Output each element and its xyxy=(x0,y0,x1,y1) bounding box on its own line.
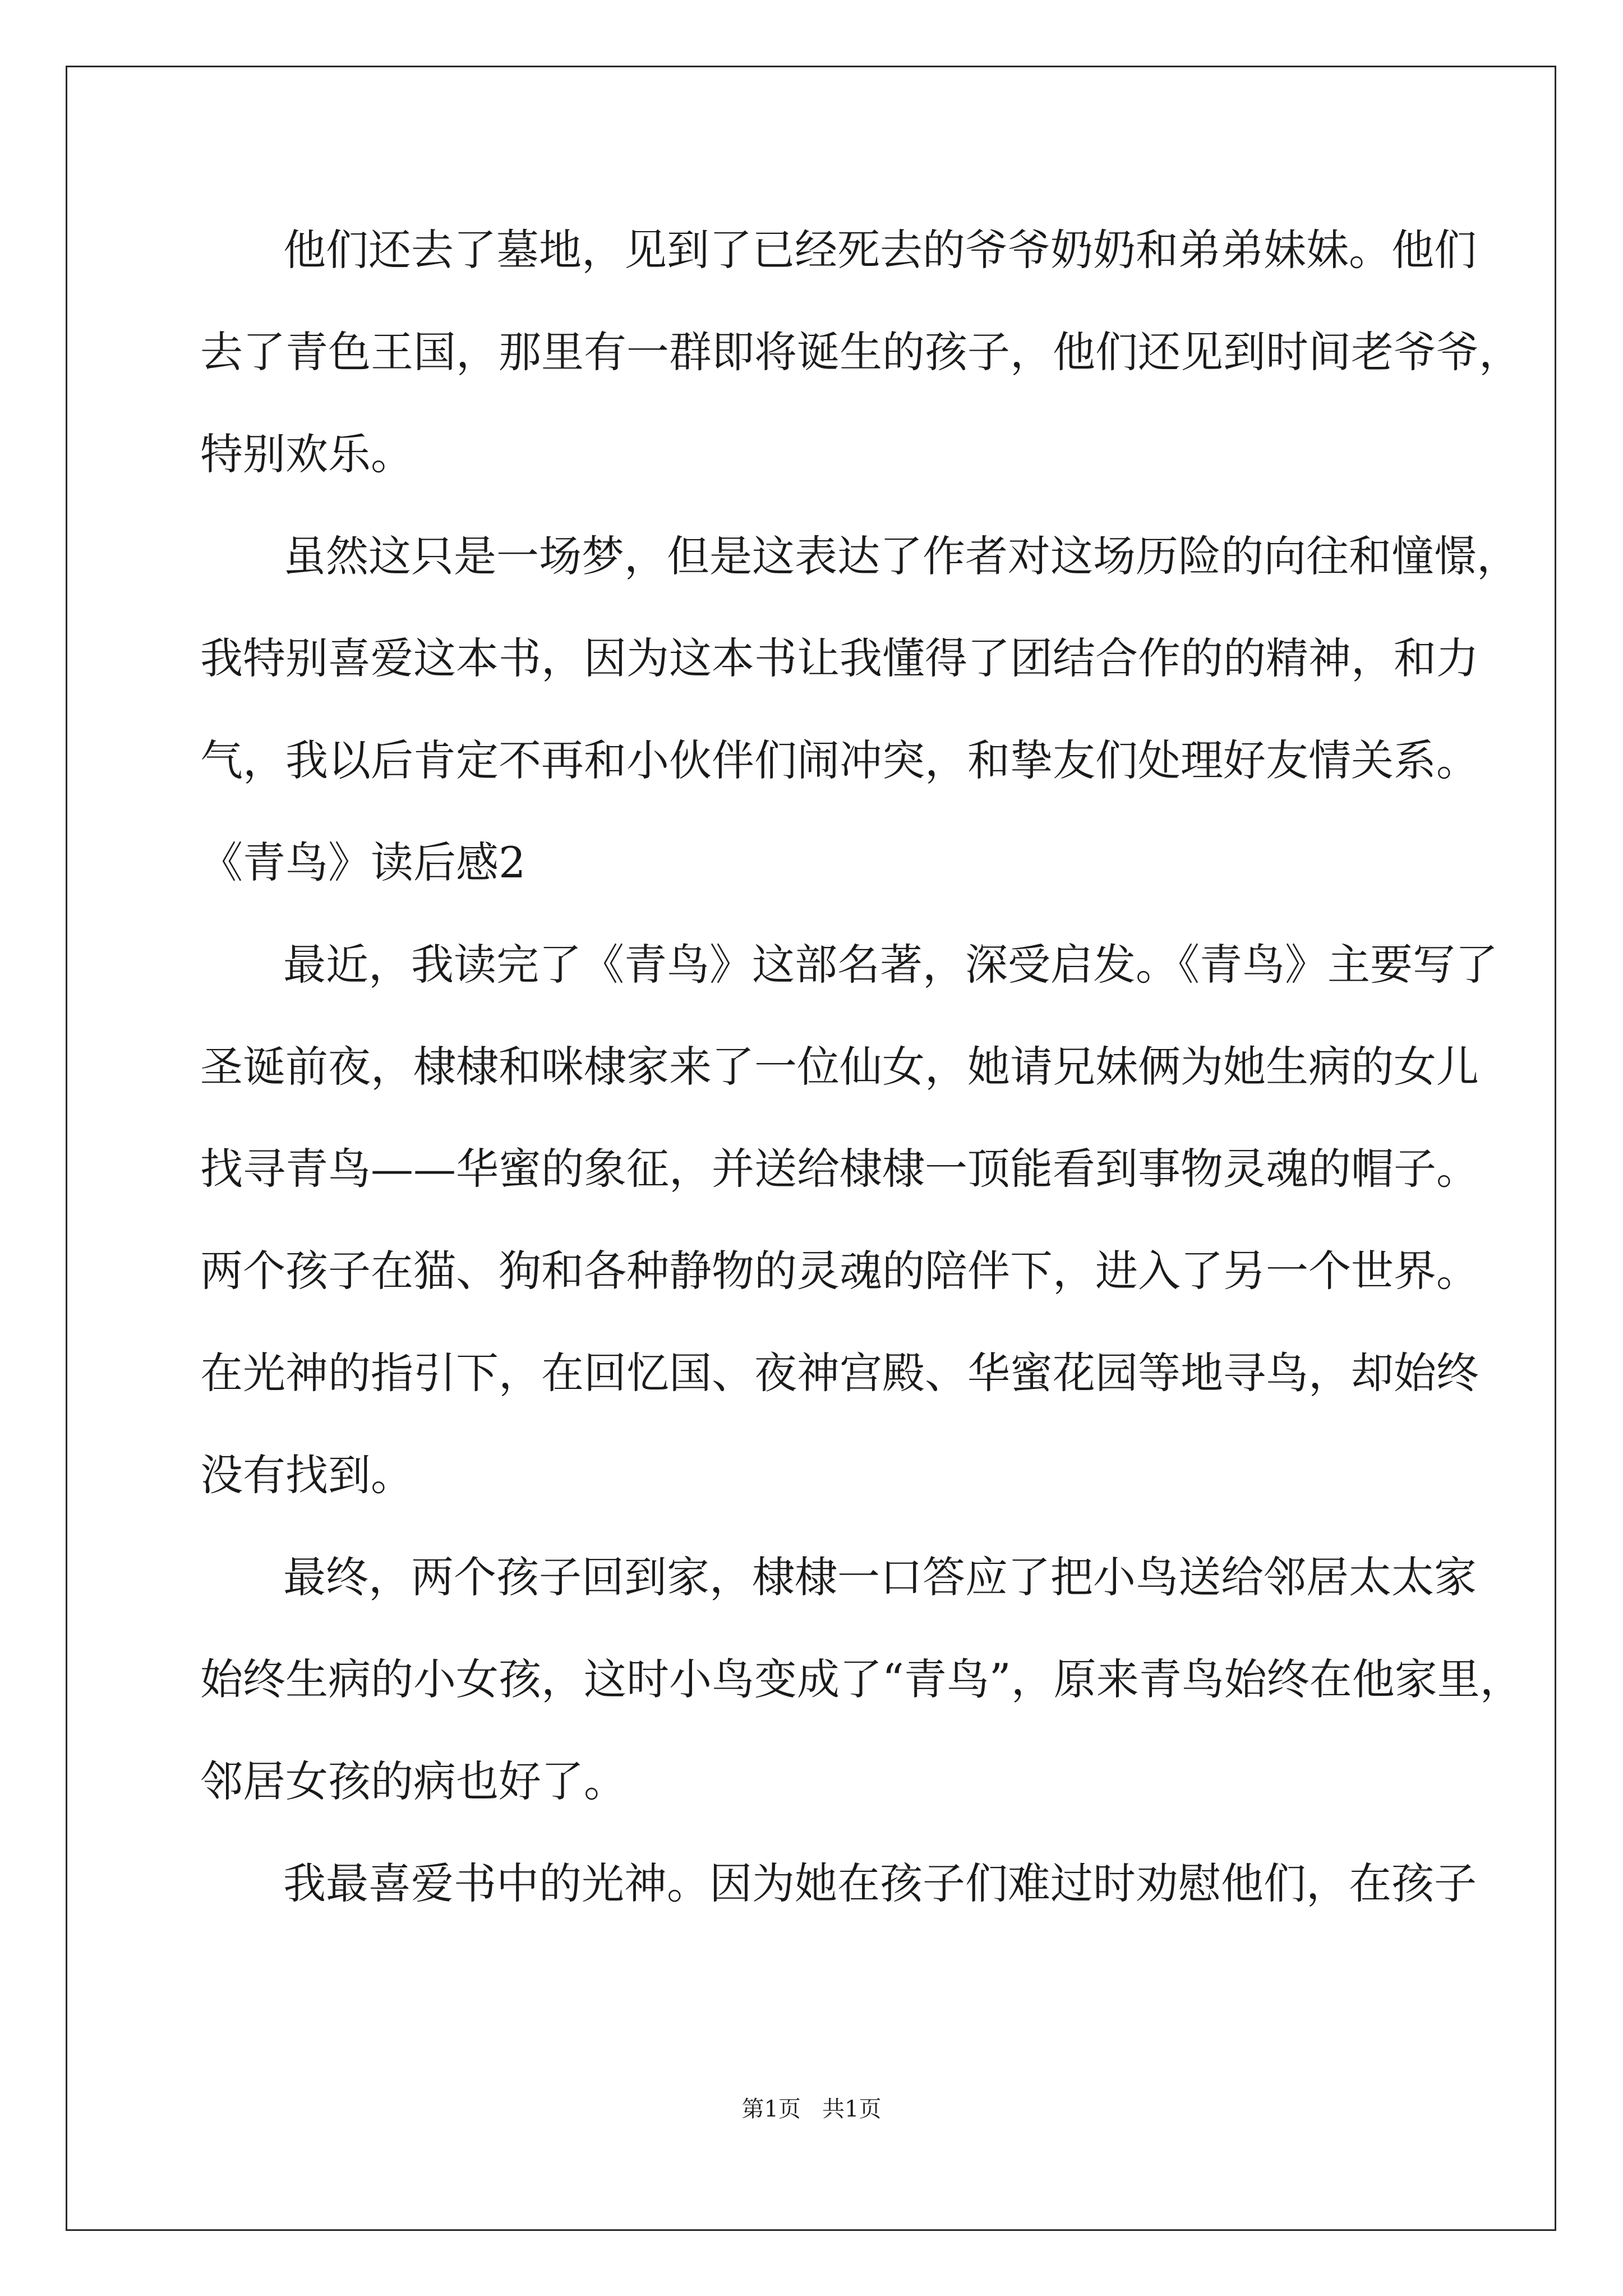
text-line: 在光神的指引下，在回忆国、夜神宫殿、华蜜花园等地寻鸟，却始终 xyxy=(200,1348,1479,1398)
text-line: 找寻青鸟——华蜜的象征，并送给棣棣一顶能看到事物灵魂的帽子。 xyxy=(200,1144,1479,1194)
text-line: 最终，两个孩子回到家，棣棣一口答应了把小鸟送给邻居太太家 xyxy=(283,1552,1477,1602)
text-line: 两个孩子在猫、狗和各种静物的灵魂的陪伴下，进入了另一个世界。 xyxy=(200,1246,1479,1296)
text-line: 气，我以后肯定不再和小伙伴们闹冲突，和挚友们处理好友情关系。 xyxy=(200,735,1479,785)
text-line: 最近，我读完了《青鸟》这部名著，深受启发。《青鸟》主要写了 xyxy=(283,940,1498,990)
text-line: 我最喜爱书中的光神。因为她在孩子们难过时劝慰他们，在孩子 xyxy=(283,1858,1477,1908)
text-line: 去了青色王国，那里有一群即将诞生的孩子，他们还见到时间老爷爷， xyxy=(200,327,1521,377)
text-line: 虽然这只是一场梦，但是这表达了作者对这场历险的向往和憧憬， xyxy=(283,531,1519,581)
section-heading: 《青鸟》读后感2 xyxy=(200,838,526,887)
page-footer: 第1页 共1页 xyxy=(741,2096,882,2122)
text-line: 特别欢乐。 xyxy=(200,429,413,479)
text-line: 他们还去了墓地，见到了已经死去的爷爷奶奶和弟弟妹妹。他们 xyxy=(283,225,1477,275)
text-line: 我特别喜爱这本书，因为这本书让我懂得了团结合作的的精神，和力 xyxy=(200,633,1479,683)
text-line: 圣诞前夜，棣棣和咪棣家来了一位仙女，她请兄妹俩为她生病的女儿 xyxy=(200,1042,1479,1092)
text-line: 邻居女孩的病也好了。 xyxy=(200,1756,626,1806)
text-line: 始终生病的小女孩，这时小鸟变成了“青鸟”，原来青鸟始终在他家里， xyxy=(200,1654,1523,1704)
text-line: 没有找到。 xyxy=(200,1450,413,1500)
